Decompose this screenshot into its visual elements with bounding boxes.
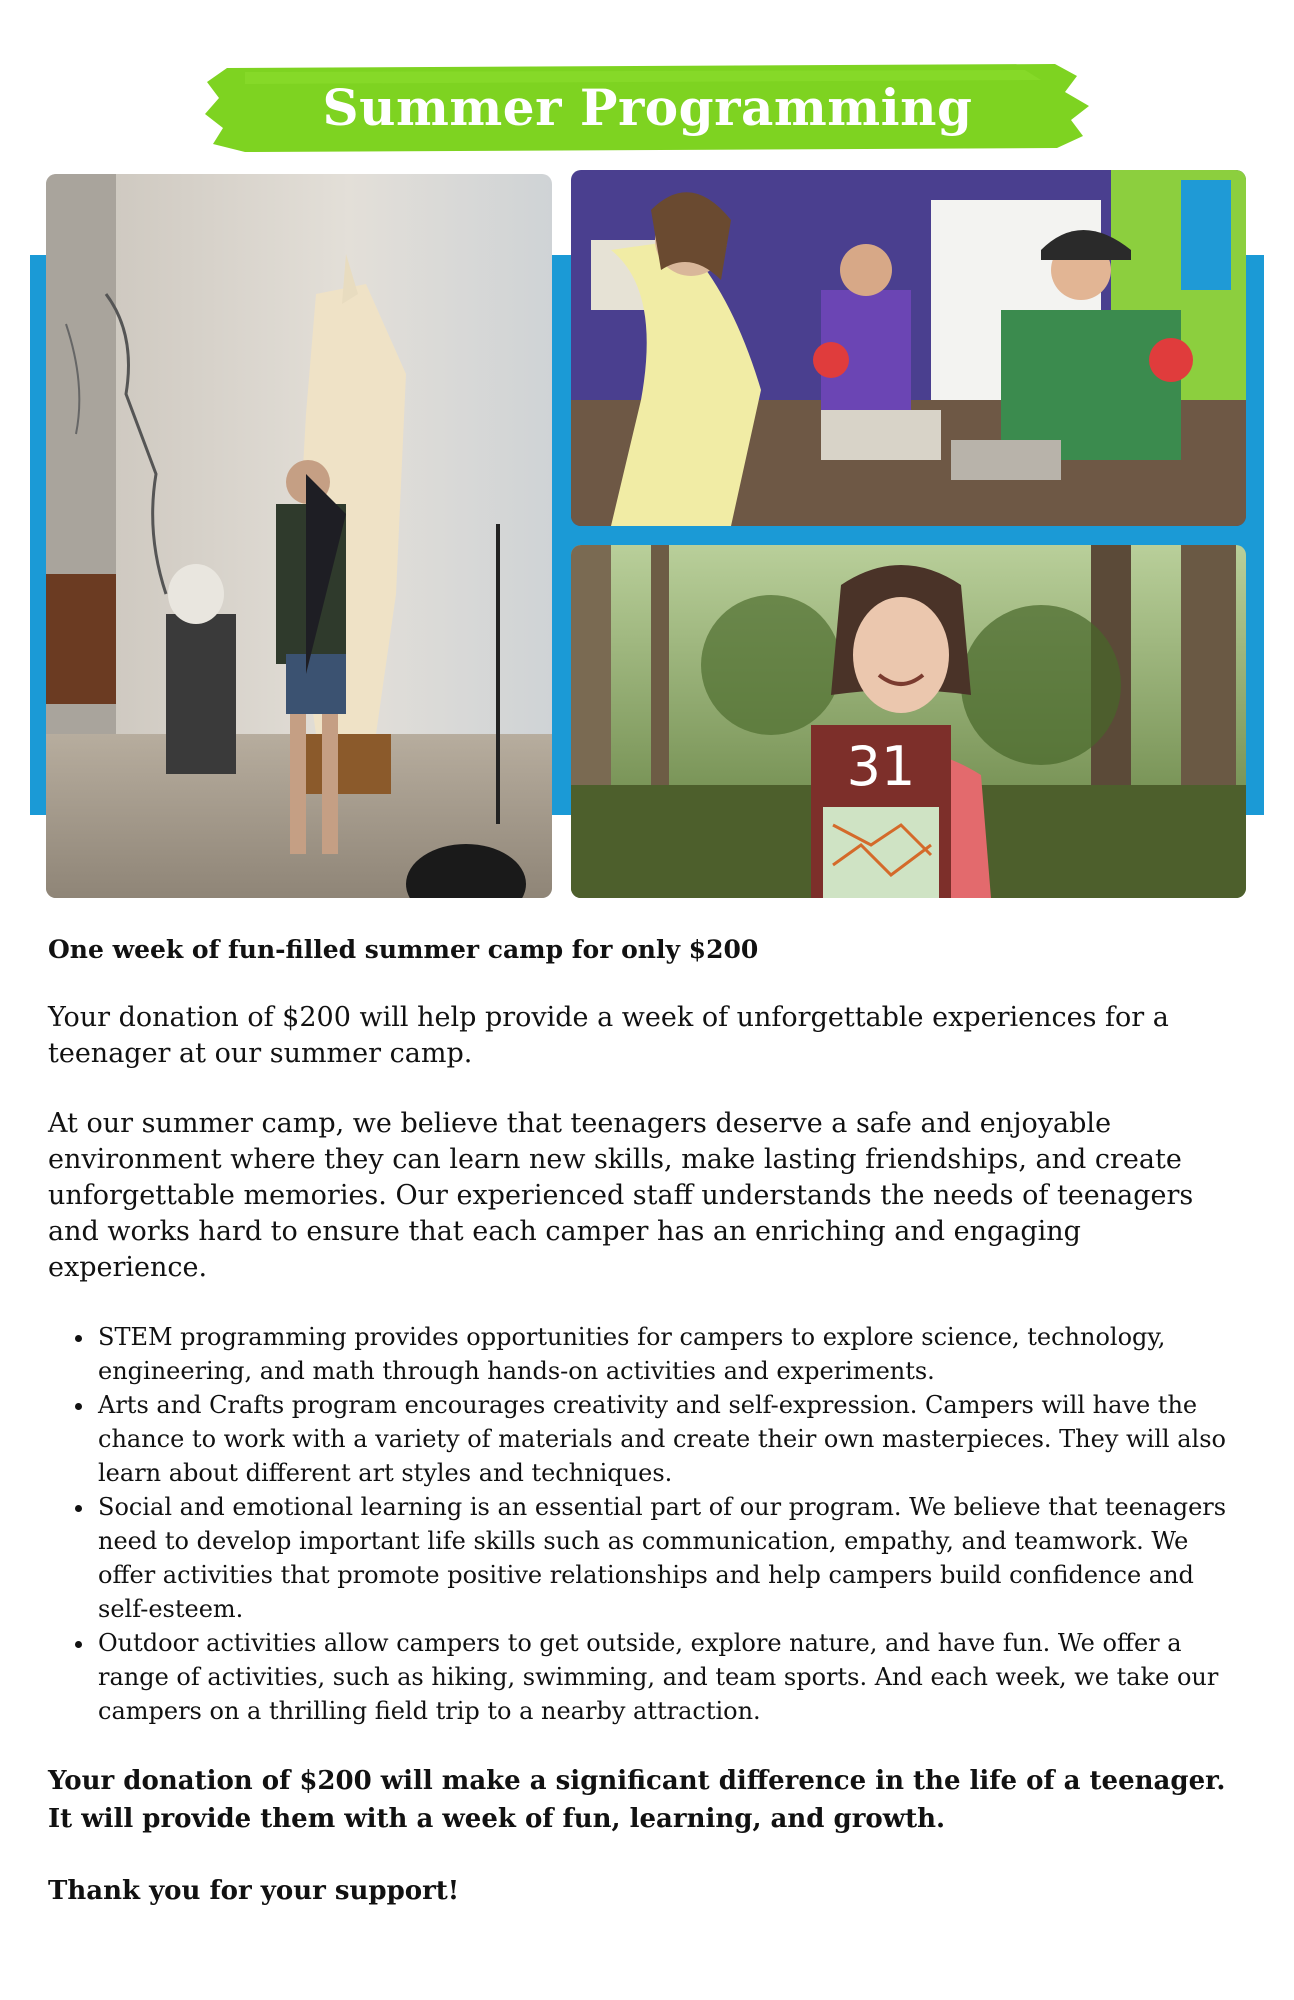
headline: One week of fun-filled summer camp for only $200 — [48, 935, 759, 964]
title-banner — [205, 62, 1090, 154]
intro-paragraph: Your donation of $200 will help provide a week of unforgettable experiences for a teenager at our summer camp. — [48, 1002, 1169, 1069]
list-item: • Arts and Crafts program encourages creativity and self-expression. Campers will have the chance to work with a variety of materials and create their own masterpieces. They will also learn about different art styles and techniques. — [96, 1388, 1248, 1490]
woods-photo — [571, 545, 1246, 898]
list-item: • Social and emotional learning is an essential part of our program. We believe that teenagers need to develop important life skills such as communication, empathy, and teamwork. We offer activities that promote positive relationships and help campers build confidence and self-esteem. — [96, 1490, 1248, 1626]
program-list — [48, 1320, 1248, 1728]
main-content — [48, 932, 1248, 1910]
list-item: • Outdoor activities allow campers to get outside, explore nature, and have fun. We offer a range of activities, such as hiking, swimming, and team sports. And each week, we take our campers on a thrilling field trip to a nearby attraction. — [96, 1626, 1248, 1728]
thank-you-note: Thank you for your support! — [48, 1876, 460, 1906]
page-title: Summer Programming — [322, 78, 973, 137]
classroom-photo — [571, 170, 1246, 526]
closing-statement: Your donation of $200 will make a significant difference in the life of a teenager. It will provide them with a week of fun, learning, and growth. — [48, 1766, 1226, 1834]
about-paragraph: At our summer camp, we believe that teenagers deserve a safe and enjoyable environment where they can learn new skills, make lasting friendships, and create unforgettable memories. Our experienced staff understands the needs of teenagers and works hard to ensure that each camper has an enriching and engaging experience. — [48, 1108, 1194, 1283]
trail-sign-number: 31 — [846, 735, 916, 798]
museum-photo — [46, 174, 552, 898]
list-item: • STEM programming provides opportunities for campers to explore science, technology, engineering, and math through hands-on activities and experiments. — [96, 1320, 1248, 1388]
